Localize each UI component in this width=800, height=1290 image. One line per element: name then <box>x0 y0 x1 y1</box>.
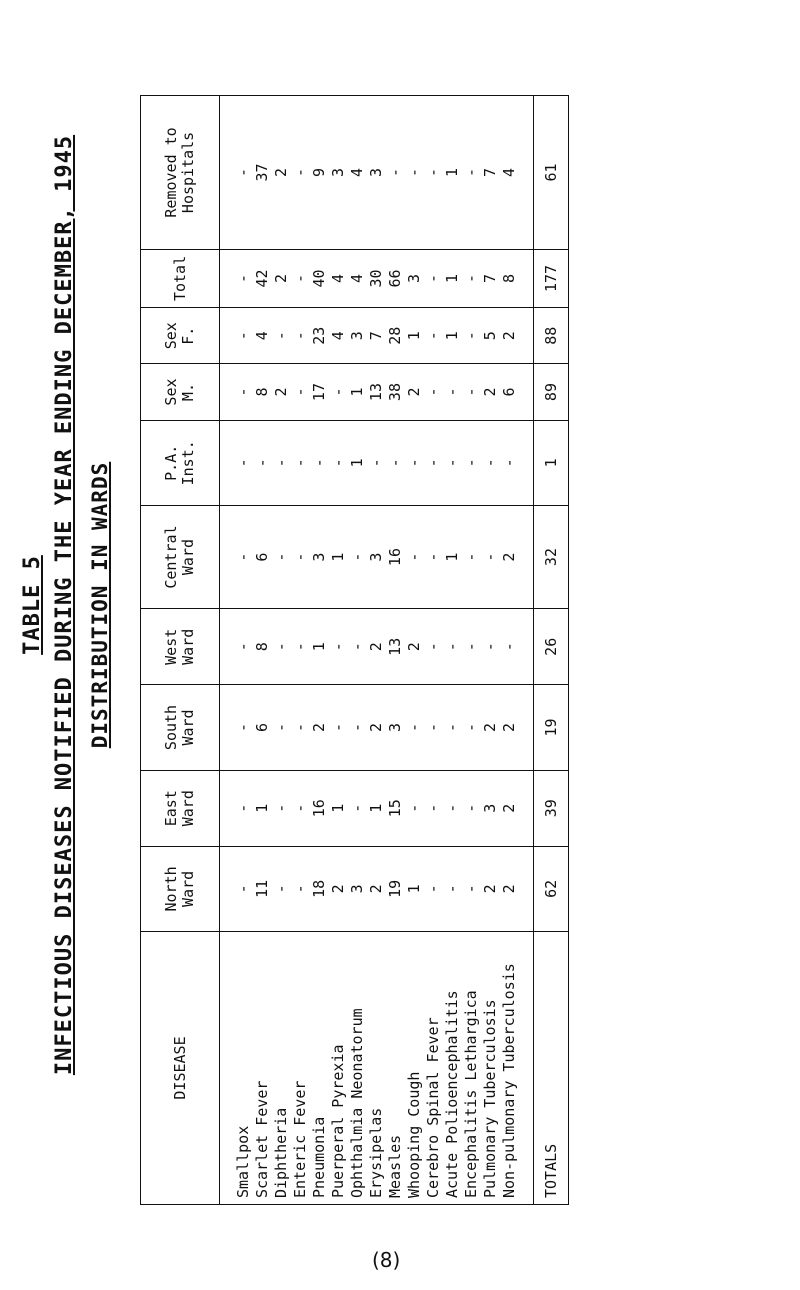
cell-north <box>220 846 235 931</box>
cell-east: 1 <box>329 770 348 846</box>
cell-north <box>519 846 534 931</box>
table-row <box>310 96 329 1205</box>
cell-central: 1 <box>329 505 348 608</box>
cell-west: - <box>443 609 462 685</box>
cell-m: - <box>443 364 462 420</box>
cell-disease: Scarlet Fever <box>253 932 272 1205</box>
cell-central: - <box>462 505 481 608</box>
cell-north: 19 <box>386 846 405 931</box>
cell-south: - <box>443 685 462 770</box>
cell-south: - <box>272 685 291 770</box>
cell-east: - <box>272 770 291 846</box>
cell-west: - <box>291 609 310 685</box>
cell-f: 2 <box>500 308 519 364</box>
cell-east: - <box>443 770 462 846</box>
cell-west: - <box>348 609 367 685</box>
table-row <box>481 96 500 1205</box>
cell-disease: Non-pulmonary Tuberculosis <box>500 932 519 1205</box>
cell-pa <box>220 420 235 505</box>
cell-f: - <box>462 308 481 364</box>
cell-east: - <box>234 770 253 846</box>
spacer-row <box>220 96 235 1205</box>
cell-removed <box>519 96 534 250</box>
cell-disease <box>220 932 235 1205</box>
cell-central <box>220 505 235 608</box>
col-disease: DISEASE <box>141 932 220 1205</box>
page-number: (8) <box>372 1248 401 1272</box>
col-pa-inst: P.A. Inst. <box>141 420 220 505</box>
cell-pa: - <box>462 420 481 505</box>
cell-pa: - <box>405 420 424 505</box>
cell-removed: - <box>386 96 405 250</box>
cell-north: - <box>272 846 291 931</box>
cell-f: - <box>234 308 253 364</box>
cell-f: 5 <box>481 308 500 364</box>
ward-distribution-table <box>140 95 569 1205</box>
cell-south <box>519 685 534 770</box>
table-row <box>386 96 405 1205</box>
cell-west: 26 <box>534 609 569 685</box>
col-sex-m: Sex M. <box>141 364 220 420</box>
cell-total: 66 <box>386 249 405 307</box>
cell-total: 7 <box>481 249 500 307</box>
cell-removed: 9 <box>310 96 329 250</box>
cell-total: 2 <box>272 249 291 307</box>
cell-south: 2 <box>481 685 500 770</box>
cell-removed: - <box>234 96 253 250</box>
cell-west: - <box>481 609 500 685</box>
cell-south: - <box>234 685 253 770</box>
cell-north: 2 <box>329 846 348 931</box>
cell-f: 88 <box>534 308 569 364</box>
cell-south: - <box>348 685 367 770</box>
cell-m: 2 <box>481 364 500 420</box>
cell-disease: Diphtheria <box>272 932 291 1205</box>
cell-west: - <box>329 609 348 685</box>
cell-removed: - <box>424 96 443 250</box>
table-row <box>291 96 310 1205</box>
cell-pa: - <box>481 420 500 505</box>
cell-m: 2 <box>405 364 424 420</box>
cell-east <box>220 770 235 846</box>
cell-disease: Pulmonary Tuberculosis <box>481 932 500 1205</box>
cell-total: - <box>291 249 310 307</box>
cell-disease: Ophthalmia Neonatorum <box>348 932 367 1205</box>
cell-f: - <box>424 308 443 364</box>
cell-east: - <box>424 770 443 846</box>
cell-east: - <box>405 770 424 846</box>
cell-disease: Puerperal Pyrexia <box>329 932 348 1205</box>
table-row <box>367 96 386 1205</box>
cell-disease <box>519 932 534 1205</box>
cell-pa: - <box>424 420 443 505</box>
table-row <box>500 96 519 1205</box>
cell-central: 3 <box>367 505 386 608</box>
table-row <box>329 96 348 1205</box>
cell-m: 1 <box>348 364 367 420</box>
table-row <box>405 96 424 1205</box>
cell-removed: - <box>462 96 481 250</box>
cell-m: - <box>291 364 310 420</box>
cell-south: 2 <box>500 685 519 770</box>
cell-total: 4 <box>329 249 348 307</box>
cell-east: 16 <box>310 770 329 846</box>
col-removed: Removed to Hospitals <box>141 96 220 250</box>
cell-south: 2 <box>367 685 386 770</box>
cell-pa: - <box>386 420 405 505</box>
cell-west: - <box>272 609 291 685</box>
cell-total: 42 <box>253 249 272 307</box>
cell-east: 15 <box>386 770 405 846</box>
table-subtitle: INFECTIOUS DISEASES NOTIFIED DURING THE YEAR ENDING DECEMBER, 1945 <box>52 134 77 1076</box>
cell-f: 4 <box>253 308 272 364</box>
cell-disease: Cerebro Spinal Fever <box>424 932 443 1205</box>
cell-m: 6 <box>500 364 519 420</box>
cell-disease: Erysipelas <box>367 932 386 1205</box>
table-row <box>462 96 481 1205</box>
cell-central: - <box>291 505 310 608</box>
cell-disease: Measles <box>386 932 405 1205</box>
cell-m: - <box>234 364 253 420</box>
cell-removed: 3 <box>367 96 386 250</box>
cell-north: 1 <box>405 846 424 931</box>
cell-removed: 37 <box>253 96 272 250</box>
cell-f: 3 <box>348 308 367 364</box>
cell-f: 4 <box>329 308 348 364</box>
cell-central: 2 <box>500 505 519 608</box>
table-row <box>424 96 443 1205</box>
spacer-row <box>519 96 534 1205</box>
cell-pa: - <box>329 420 348 505</box>
cell-north: - <box>424 846 443 931</box>
table-body <box>220 96 569 1205</box>
cell-removed: 4 <box>500 96 519 250</box>
col-north-ward: North Ward <box>141 846 220 931</box>
cell-f: - <box>291 308 310 364</box>
cell-m: - <box>424 364 443 420</box>
cell-north: 18 <box>310 846 329 931</box>
cell-m: 17 <box>310 364 329 420</box>
cell-f <box>220 308 235 364</box>
col-east-ward: East Ward <box>141 770 220 846</box>
cell-total: 30 <box>367 249 386 307</box>
cell-pa: - <box>253 420 272 505</box>
rotated-page <box>10 5 770 1205</box>
cell-disease: Pneumonia <box>310 932 329 1205</box>
cell-central: 32 <box>534 505 569 608</box>
cell-disease: Acute Polioencephalitis <box>443 932 462 1205</box>
col-sex-f: Sex F. <box>141 308 220 364</box>
cell-m: - <box>462 364 481 420</box>
cell-disease: Enteric Fever <box>291 932 310 1205</box>
cell-central: 6 <box>253 505 272 608</box>
cell-pa: - <box>367 420 386 505</box>
cell-f: 1 <box>443 308 462 364</box>
cell-disease: Smallpox <box>234 932 253 1205</box>
cell-east: 3 <box>481 770 500 846</box>
table-title: TABLE 5 <box>20 555 45 655</box>
cell-f: 1 <box>405 308 424 364</box>
cell-total: 40 <box>310 249 329 307</box>
table-row <box>253 96 272 1205</box>
cell-central: - <box>405 505 424 608</box>
cell-central: 3 <box>310 505 329 608</box>
cell-removed <box>220 96 235 250</box>
cell-total: 177 <box>534 249 569 307</box>
cell-removed: 3 <box>329 96 348 250</box>
cell-south: 2 <box>310 685 329 770</box>
cell-east: 2 <box>500 770 519 846</box>
cell-west: 2 <box>367 609 386 685</box>
cell-central: - <box>234 505 253 608</box>
section-heading: DISTRIBUTION IN WARDS <box>88 461 112 749</box>
col-south-ward: South Ward <box>141 685 220 770</box>
cell-pa: - <box>443 420 462 505</box>
cell-north: - <box>462 846 481 931</box>
table-row <box>272 96 291 1205</box>
cell-total: 8 <box>500 249 519 307</box>
cell-disease: Whooping Cough <box>405 932 424 1205</box>
cell-f: 7 <box>367 308 386 364</box>
cell-total: - <box>234 249 253 307</box>
cell-west: 1 <box>310 609 329 685</box>
cell-pa: 1 <box>348 420 367 505</box>
cell-m <box>519 364 534 420</box>
cell-m: - <box>329 364 348 420</box>
cell-total <box>220 249 235 307</box>
cell-central <box>519 505 534 608</box>
cell-m: 13 <box>367 364 386 420</box>
cell-east: - <box>462 770 481 846</box>
cell-pa: - <box>500 420 519 505</box>
cell-north: 11 <box>253 846 272 931</box>
cell-removed: 7 <box>481 96 500 250</box>
cell-west <box>220 609 235 685</box>
cell-total: 1 <box>443 249 462 307</box>
cell-total: - <box>462 249 481 307</box>
cell-pa <box>519 420 534 505</box>
cell-total: 3 <box>405 249 424 307</box>
header-row <box>141 96 220 1205</box>
cell-central: - <box>481 505 500 608</box>
cell-m <box>220 364 235 420</box>
cell-pa: - <box>272 420 291 505</box>
cell-south: - <box>405 685 424 770</box>
cell-north: 2 <box>367 846 386 931</box>
cell-west <box>519 609 534 685</box>
table-row <box>443 96 462 1205</box>
cell-south: 3 <box>386 685 405 770</box>
table-row <box>348 96 367 1205</box>
cell-north: 2 <box>481 846 500 931</box>
cell-removed: 61 <box>534 96 569 250</box>
cell-east: 1 <box>367 770 386 846</box>
cell-f: 28 <box>386 308 405 364</box>
cell-removed: - <box>405 96 424 250</box>
cell-west: - <box>234 609 253 685</box>
cell-south: - <box>329 685 348 770</box>
cell-pa: 1 <box>534 420 569 505</box>
cell-south: - <box>462 685 481 770</box>
cell-removed: 4 <box>348 96 367 250</box>
cell-south: 6 <box>253 685 272 770</box>
cell-west: - <box>462 609 481 685</box>
cell-central: - <box>272 505 291 608</box>
cell-f <box>519 308 534 364</box>
cell-central: 1 <box>443 505 462 608</box>
cell-east: - <box>348 770 367 846</box>
cell-north: - <box>234 846 253 931</box>
cell-north: - <box>291 846 310 931</box>
cell-east <box>519 770 534 846</box>
cell-f: 23 <box>310 308 329 364</box>
cell-pa: - <box>291 420 310 505</box>
cell-f: - <box>272 308 291 364</box>
cell-central: - <box>348 505 367 608</box>
cell-north: - <box>443 846 462 931</box>
cell-east: 39 <box>534 770 569 846</box>
cell-total <box>519 249 534 307</box>
col-total: Total <box>141 249 220 307</box>
totals-row <box>534 96 569 1205</box>
cell-south: 19 <box>534 685 569 770</box>
col-central-ward: Central Ward <box>141 505 220 608</box>
cell-south: - <box>424 685 443 770</box>
cell-m: 38 <box>386 364 405 420</box>
cell-disease: Encephalitis Lethargica <box>462 932 481 1205</box>
cell-m: 89 <box>534 364 569 420</box>
cell-east: - <box>291 770 310 846</box>
col-west-ward: West Ward <box>141 609 220 685</box>
cell-pa: - <box>310 420 329 505</box>
cell-west: - <box>500 609 519 685</box>
cell-central: 16 <box>386 505 405 608</box>
cell-north: 3 <box>348 846 367 931</box>
cell-south <box>220 685 235 770</box>
cell-west: - <box>424 609 443 685</box>
cell-removed: 1 <box>443 96 462 250</box>
cell-south: - <box>291 685 310 770</box>
cell-west: 2 <box>405 609 424 685</box>
table-row <box>234 96 253 1205</box>
cell-north: 2 <box>500 846 519 931</box>
cell-central: - <box>424 505 443 608</box>
cell-removed: 2 <box>272 96 291 250</box>
cell-east: 1 <box>253 770 272 846</box>
cell-m: 2 <box>272 364 291 420</box>
cell-m: 8 <box>253 364 272 420</box>
cell-total: - <box>424 249 443 307</box>
cell-pa: - <box>234 420 253 505</box>
cell-total: 4 <box>348 249 367 307</box>
cell-west: 13 <box>386 609 405 685</box>
cell-west: 8 <box>253 609 272 685</box>
cell-disease: TOTALS <box>534 932 569 1205</box>
cell-north: 62 <box>534 846 569 931</box>
cell-removed: - <box>291 96 310 250</box>
